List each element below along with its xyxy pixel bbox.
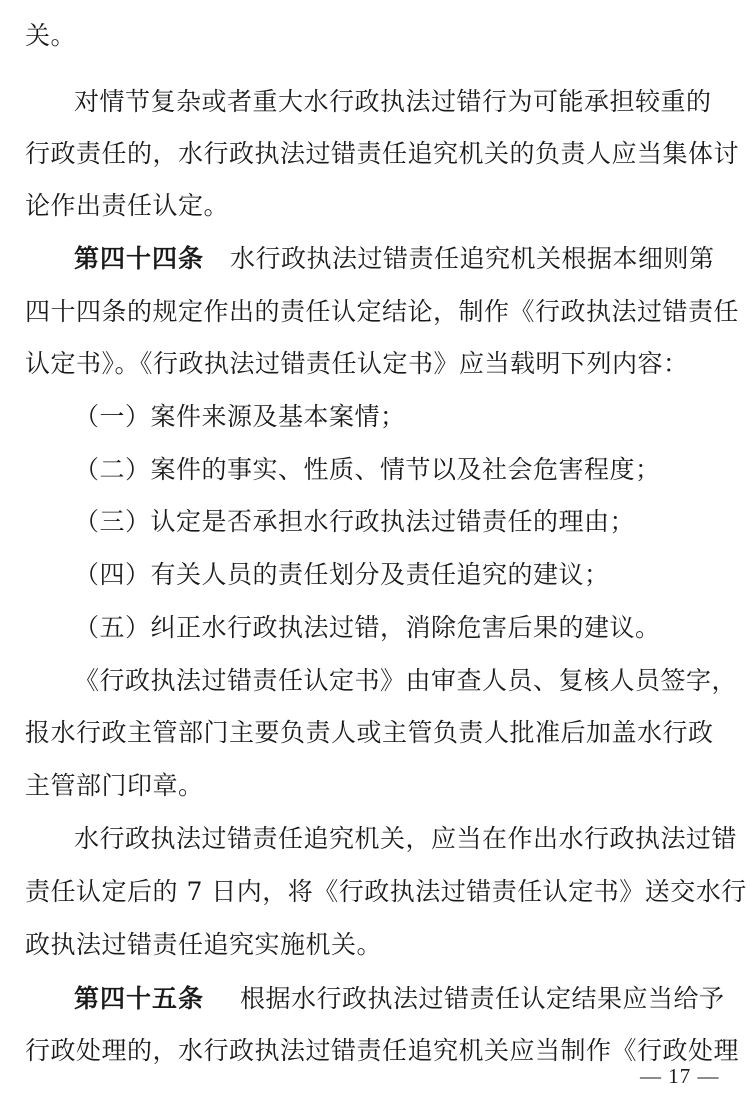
text-line: 四十四条的规定作出的责任认定结论，制作《行政执法过错责任 (25, 297, 740, 326)
text-line: 报水行政主管部门主要负责人或主管负责人批准后加盖水行政 (25, 718, 714, 747)
article-45-text: 根据水行政执法过错责任认定结果应当给予 (240, 984, 725, 1013)
text-line: 关。 (25, 21, 77, 50)
list-item: （一）案件来源及基本案情； (74, 402, 406, 431)
text-line: 责任认定后的 7 日内，将《行政执法过错责任认定书》送交水行 (25, 877, 747, 906)
text-line: 认定书》。《行政执法过错责任认定书》应当载明下列内容： (25, 349, 689, 378)
list-item: （二）案件的事实、性质、情节以及社会危害程度； (74, 455, 661, 484)
paragraph-start: 《行政执法过错责任认定书》由审查人员、复核人员签字， (74, 666, 738, 695)
list-item: （三）认定是否承担水行政执法过错责任的理由； (74, 507, 636, 536)
text-line: 行政处理的，水行政执法过错责任追究机关应当制作《行政处理 (25, 1036, 740, 1065)
article-45-heading: 第四十五条 (74, 984, 205, 1013)
text-line: 行政责任的，水行政执法过错责任追究机关的负责人应当集体讨 (25, 139, 740, 168)
list-item: （四）有关人员的责任划分及责任追究的建议； (74, 560, 610, 589)
list-item: （五）纠正水行政执法过错，消除危害后果的建议。 (74, 613, 661, 642)
page-number: — 17 — (640, 1064, 720, 1088)
text-line: 政执法过错责任追究实施机关。 (25, 930, 383, 959)
article-44-text: 水行政执法过错责任追究机关根据本细则第 (230, 244, 715, 273)
paragraph-start: 水行政执法过错责任追究机关，应当在作出水行政执法过错 (74, 824, 738, 853)
paragraph-start: 对情节复杂或者重大水行政执法过错行为可能承担较重的 (74, 87, 712, 116)
article-44-heading: 第四十四条 (74, 244, 205, 273)
text-line: 论作出责任认定。 (25, 191, 230, 220)
text-line: 主管部门印章。 (25, 771, 204, 800)
